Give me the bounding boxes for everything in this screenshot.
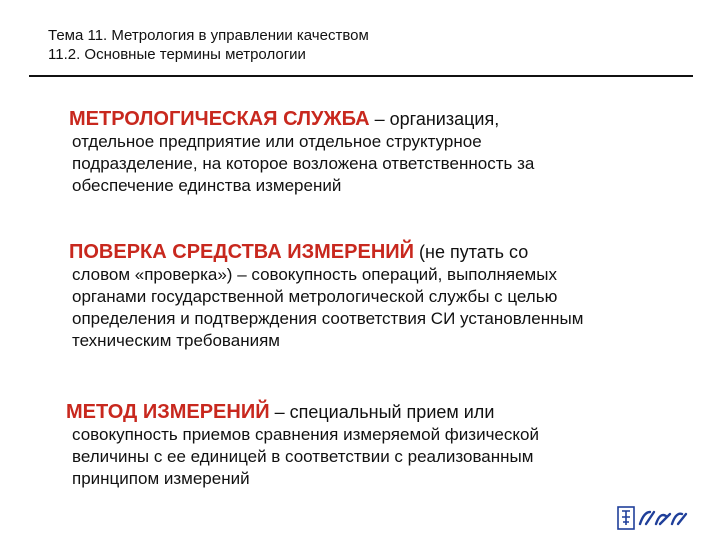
- term-name: МЕТОД ИЗМЕРЕНИЙ: [66, 401, 270, 423]
- definition-line: совокупность приемов сравнения измеряемой физической: [72, 425, 539, 444]
- university-emblem-icon: [616, 504, 708, 532]
- term-name: МЕТРОЛОГИЧЕСКАЯ СЛУЖБА: [69, 108, 370, 130]
- definition-line: техническим требованиям: [72, 331, 280, 350]
- term-verification: [69, 240, 689, 352]
- term-dash: –: [369, 109, 390, 129]
- term-definition: [69, 264, 689, 352]
- definition-line: органами государственной метрологической службы с целью: [72, 287, 558, 306]
- term-heading-line: [69, 240, 689, 264]
- term-definition: [66, 424, 686, 490]
- term-definition-start: организация,: [389, 109, 500, 129]
- subtopic-title: 11.2. Основные термины метрологии: [48, 46, 306, 63]
- definition-line: отдельное предприятие или отдельное структурное: [72, 132, 482, 151]
- term-heading-line: [69, 107, 689, 131]
- term-heading-line: [66, 400, 686, 424]
- term-definition-start: специальный прием или: [289, 402, 495, 422]
- term-name: ПОВЕРКА СРЕДСТВА ИЗМЕРЕНИЙ: [69, 241, 415, 263]
- definition-line: подразделение, на которое возложена ответственность за: [72, 154, 535, 173]
- topic-title: Тема 11. Метрология в управлении качеством: [48, 27, 369, 44]
- definition-line: принципом измерений: [72, 469, 250, 488]
- university-logo: [616, 504, 708, 532]
- term-definition-start: (не путать со: [414, 242, 529, 262]
- slide-header: [48, 26, 369, 64]
- definition-line: словом «проверка») – совокупность операций, выполняемых: [72, 265, 557, 284]
- term-metrology-service: [69, 107, 689, 197]
- term-dash: –: [269, 402, 290, 422]
- definition-line: обеспечение единства измерений: [72, 176, 342, 195]
- term-definition: [69, 131, 689, 197]
- term-measurement-method: [66, 400, 686, 490]
- header-divider: [29, 75, 693, 77]
- definition-line: величины с ее единицей в соответствии с реализованным: [72, 447, 534, 466]
- definition-line: определения и подтверждения соответствия СИ установленным: [72, 309, 584, 328]
